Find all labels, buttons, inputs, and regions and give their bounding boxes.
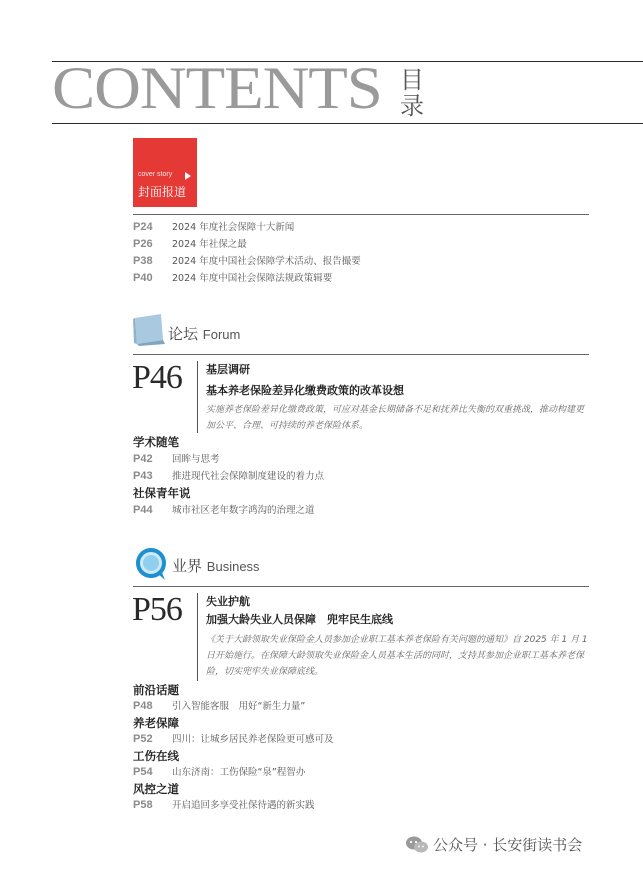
forum-label-en: Forum xyxy=(202,327,241,342)
business-item-page: P58 xyxy=(133,799,153,811)
forum-item-page: P44 xyxy=(133,504,153,516)
business-label-cn: 业界 xyxy=(172,557,203,575)
business-feature-title: 加强大龄失业人员保障 兜牢民生底线 xyxy=(206,613,393,626)
forum-group-name: 社保青年说 xyxy=(133,486,191,500)
business-item-text: 开启追回多享受社保待遇的新实践 xyxy=(172,800,315,811)
business-group-name: 风控之道 xyxy=(133,782,179,796)
business-item-page: P54 xyxy=(133,766,153,778)
forum-item-text: 推进现代社会保障制度建设的着力点 xyxy=(172,471,325,482)
page-title: CONTENTS xyxy=(52,55,382,121)
forum-feature-title: 基本养老保险差异化缴费政策的改革设想 xyxy=(206,384,404,397)
business-item-page: P52 xyxy=(133,733,153,745)
play-triangle-icon xyxy=(185,172,191,180)
business-label-en: Business xyxy=(206,559,260,574)
cover-item-page: P38 xyxy=(133,255,153,267)
forum-feature-desc: 实施养老保险差异化缴费政策，可应对基金长期储备不足和抚养比失衡的双重挑战，推动构建更加公平、合理、可持续的养老保险体系。 xyxy=(206,405,585,431)
forum-feature-category: 基层调研 xyxy=(206,363,250,376)
forum-label-cn: 论坛 xyxy=(168,325,199,343)
cover-item-page: P40 xyxy=(133,272,153,284)
business-item-text: 引入智能客服 用好“新生力量” xyxy=(172,701,306,712)
cover-item-page: P24 xyxy=(133,221,153,233)
wechat-icon xyxy=(405,835,429,855)
forum-item-page: P42 xyxy=(133,453,153,465)
cover-item-text: 2024 年度中国社会保障学术活动、报告撮要 xyxy=(172,256,361,267)
forum-feature-page: P46 xyxy=(132,359,182,396)
business-feature-divider xyxy=(197,593,198,681)
business-item-text: 山东济南：工伤保险“泉”程智办 xyxy=(172,767,306,778)
business-group-name: 养老保障 xyxy=(133,716,179,730)
page-title-cn-2: 录 xyxy=(400,92,424,120)
header-bottom-rule xyxy=(52,123,643,124)
business-rule xyxy=(133,586,589,587)
business-item-page: P48 xyxy=(133,700,153,712)
forum-rule xyxy=(133,354,589,355)
business-item-text: 四川：让城乡居民养老保险更可感可及 xyxy=(172,734,334,745)
business-section-label xyxy=(172,559,260,574)
cover-story-label-en: cover story xyxy=(138,171,173,178)
cover-item-text: 2024 年度中国社会保障法规政策辑要 xyxy=(172,273,333,284)
business-feature-category: 失业护航 xyxy=(206,595,250,608)
cover-item-text: 2024 年社保之最 xyxy=(172,239,247,250)
cover-item-text: 2024 年度社会保障十大新闻 xyxy=(172,222,295,233)
forum-book-icon xyxy=(133,314,167,346)
cover-rule xyxy=(133,214,589,215)
business-group-name: 前沿话题 xyxy=(133,683,179,697)
business-feature-page: P56 xyxy=(132,591,182,628)
forum-feature-divider xyxy=(197,361,198,433)
business-group-name: 工伤在线 xyxy=(133,749,179,763)
forum-group-name: 学术随笔 xyxy=(133,435,179,449)
business-ring-icon xyxy=(133,546,169,582)
forum-section-label xyxy=(168,327,240,342)
forum-item-page: P43 xyxy=(133,470,153,482)
business-feature-desc: 《关于大龄领取失业保险金人员参加企业职工基本养老保险有关问题的通知》自 2025 年 1 月 1 日开始施行。在保障大龄领取失业保险金人员基本生活的同时，支持其参加企业职工基本养老保险，切实兜牢失业保障底线。 xyxy=(206,635,588,677)
forum-item-text: 回眸与思考 xyxy=(172,454,220,465)
cover-story-badge xyxy=(133,138,197,207)
watermark-text: 公众号 · 长安街读书会 xyxy=(433,836,583,854)
page-title-cn-1: 目 xyxy=(400,66,424,94)
forum-item-text: 城市社区老年数字鸿沟的治理之道 xyxy=(172,505,315,516)
cover-item-page: P26 xyxy=(133,238,153,250)
cover-story-label-cn: 封面报道 xyxy=(138,185,187,199)
